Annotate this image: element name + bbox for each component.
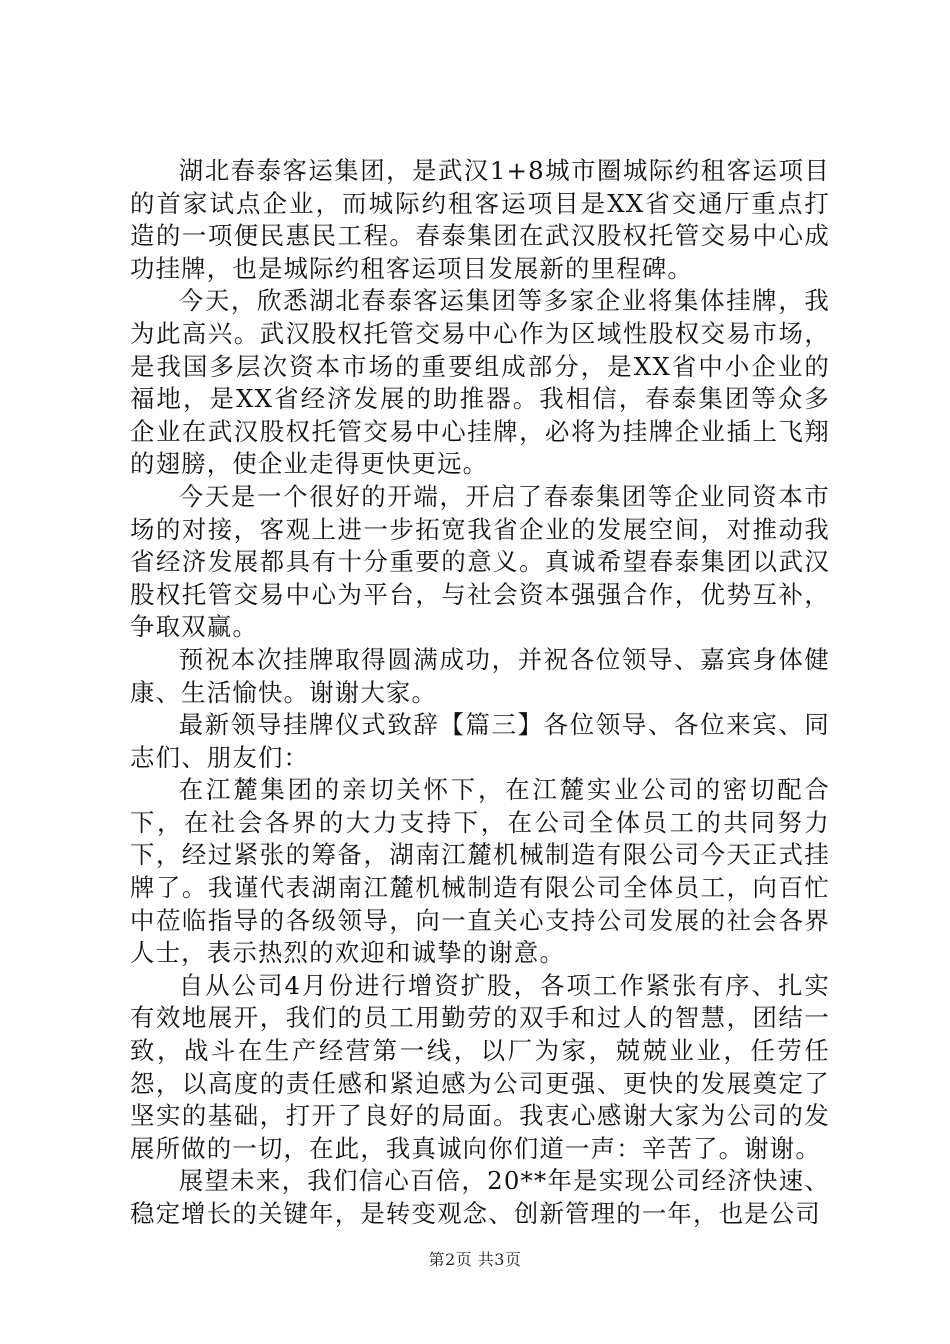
paragraph-8: 展望未来，我们信心百倍，20**年是实现公司经济快速、稳定增长的关键年，是转变观念、创新管理的一年，也是公司 xyxy=(130,1166,830,1228)
paragraph-1: 湖北春泰客运集团，是武汉1+8城市圈城际约租客运项目的首家试点企业，而城际约租客运项目是XX省交通厅重点打造的一项便民惠民工程。春泰集团在武汉股权托管交易中心成功挂牌，也是城际约租客运项目发展新的里程碑。 xyxy=(130,156,830,283)
page-footer: 第2页 共3页 xyxy=(428,1250,522,1269)
paragraph-3: 今天是一个很好的开端，开启了春泰集团等企业同资本市场的对接，客观上进一步拓宽我省企业的发展空间，对推动我省经济发展都具有十分重要的意义。真诚希望春泰集团以武汉股权托管交易中心为平台，与社会资本强强合作，优势互补，争取双赢。 xyxy=(130,481,830,642)
paragraph-2: 今天，欣悉湖北春泰客运集团等多家企业将集体挂牌，我为此高兴。武汉股权托管交易中心作为区域性股权交易市场，是我国多层次资本市场的重要组成部分，是XX省中小企业的福地，是XX省经济发展的助推器。我相信，春泰集团等众多企业在武汉股权托管交易中心挂牌，必将为挂牌企业插上飞翔的翅膀，使企业走得更快更远。 xyxy=(130,286,830,479)
paragraph-4: 预祝本次挂牌取得圆满成功，并祝各位领导、嘉宾身体健康、生活愉快。谢谢大家。 xyxy=(130,644,830,707)
paragraph-5-section-heading: 最新领导挂牌仪式致辞【篇三】各位领导、各位来宾、同志们、朋友们： xyxy=(130,710,830,772)
body-text xyxy=(130,155,830,1231)
paragraph-7: 自从公司4月份进行增资扩股，各项工作紧张有序、扎实有效地展开，我们的员工用勤劳的双手和过人的智慧，团结一致，战斗在生产经营第一线，以厂为家，兢兢业业，任劳任怨，以高度的责任感和紧迫感为公司更强、更快的发展奠定了坚实的基础，打开了良好的局面。我衷心感谢大家为公司的发展所做的一切，在此，我真诚向你们道一声：辛苦了。谢谢。 xyxy=(130,970,830,1163)
paragraph-6: 在江麓集团的亲切关怀下，在江麓实业公司的密切配合下，在社会各界的大力支持下，在公司全体员工的共同努力下，经过紧张的筹备，湖南江麓机械制造有限公司今天正式挂牌了。我谨代表湖南江麓机械制造有限公司全体员工，向百忙中莅临指导的各级领导，向一直关心支持公司发展的社会各界人士，表示热烈的欢迎和诚挚的谢意。 xyxy=(130,775,830,968)
